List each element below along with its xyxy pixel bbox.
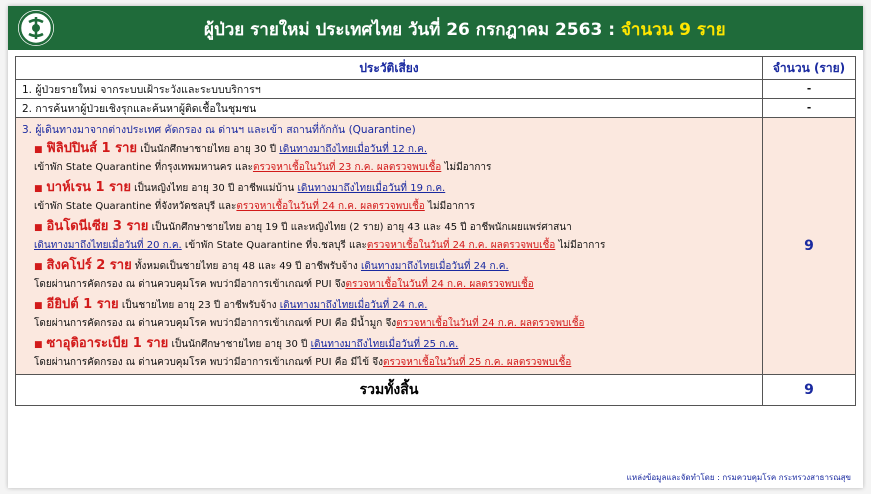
total-value: 9 [763,375,856,406]
case-detail: เป็นนักศึกษาชายไทย อายุ 19 ปี และหญิงไทย (2 ราย) อายุ 43 และ 45 ปี อาชีพนักเผยแพร่ศาสนา [151,222,572,233]
bullet-icon: ■ [34,340,43,350]
title-count: จำนวน 9 ราย [620,20,726,40]
table-row [16,80,856,99]
test-result: ตรวจหาเชื้อในวันที่ 25 ก.ค. ผลตรวจพบเชื้อ [382,357,572,368]
test-result: ตรวจหาเชื้อในวันที่ 24 ก.ค. ผลตรวจพบเชื้อ [345,279,534,290]
table-row [16,99,856,118]
bullet-icon: ■ [34,145,43,155]
quarantine-detail: เข้าพัก State Quarantine ที่จังหวัดชลบุรี และ [34,201,237,212]
case-entry-indonesia [34,218,756,254]
arrival-date: เดินทางมาถึงไทยเมื่อวันที่ 20 ก.ค. [34,240,182,251]
row-value: - [763,99,856,118]
symptom-note: ไม่มีอาการ [424,201,475,212]
arrival-date: เดินทางมาถึงไทยเมื่อวันที่ 12 ก.ค. [279,144,428,155]
arrival-date: เดินทางมาถึงไทยเมื่อวันที่ 24 ก.ค. [360,261,509,272]
total-label: รวมทั้งสิ้น [16,375,763,406]
row-label: 2. การค้นหาผู้ป่วยเชิงรุกและค้นหาผู้ติดเชื้อในชุมชน [16,99,763,118]
case-detail: เป็นหญิงไทย อายุ 30 ปี อาชีพแม่บ้าน [134,183,298,194]
case-entry-bahrain [34,179,756,215]
quarantine-cell [16,118,763,375]
arrival-date: เดินทางมาถึงไทยเมื่อวันที่ 19 ก.ค. [297,183,446,194]
ministry-logo-icon [18,10,54,46]
test-result: ตรวจหาเชื้อในวันที่ 24 ก.ค. ผลตรวจพบเชื้อ [366,240,556,251]
case-detail: เป็นนักศึกษาชายไทย อายุ 30 ปี [171,339,311,350]
country-label: สิงคโปร์ 2 ราย [46,258,132,273]
test-result: ตรวจหาเชื้อในวันที่ 24 ก.ค. ผลตรวจพบเชื้อ [396,318,585,329]
arrival-date: เดินทางมาถึงไทยเมื่อวันที่ 24 ก.ค. [279,300,428,311]
case-entry-singapore [34,257,756,293]
col-header-count: จำนวน (ราย) [763,57,856,80]
case-detail: เป็นนักศึกษาชายไทย อายุ 30 ปี [140,144,280,155]
case-entry-philippines [34,140,756,176]
quarantine-row [16,118,856,375]
report-frame [8,6,863,488]
total-row [16,375,856,406]
col-header-risk: ประวัติเสี่ยง [16,57,763,80]
country-label: อินโดนีเซีย 3 ราย [46,219,149,234]
quarantine-detail: เข้าพัก State Quarantine ที่กรุงเทพมหานคร และ [34,162,253,173]
case-detail: ทั้งหมดเป็นชายไทย อายุ 48 และ 49 ปี อาชีพรับจ้าง [134,261,361,272]
symptom-note: ไม่มีอาการ [555,240,606,251]
country-label: ฟิลิปปินส์ 1 ราย [46,141,138,156]
bullet-icon: ■ [34,301,43,311]
quarantine-title: 3. ผู้เดินทางมาจากต่างประเทศ คัดกรอง ณ ด่านฯ และเข้า สถานที่กักกัน (Quarantine) [22,124,416,136]
row-value: - [763,80,856,99]
screening-detail: โดยผ่านการคัดกรอง ณ ด่านควบคุมโรค พบว่ามีอาการเข้าเกณฑ์ PUI คือ มีไข้ จึง [34,357,383,368]
cases-table [15,56,856,406]
bullet-icon: ■ [34,223,43,233]
source-note: แหล่งข้อมูลและจัดทำโดย : กรมควบคุมโรค กระทรวงสาธารณสุข [626,473,851,482]
country-label: อียิปต์ 1 ราย [46,297,119,312]
symptom-note: ไม่มีอาการ [441,162,492,173]
screening-detail: โดยผ่านการคัดกรอง ณ ด่านควบคุมโรค พบว่ามีอาการเข้าเกณฑ์ PUI คือ มีน้ำมูก จึง [34,318,397,329]
title-text: ผู้ป่วย รายใหม่ ประเทศไทย วันที่ 26 กรกฎาคม 2563 : [204,20,616,40]
row-label: 1. ผู้ป่วยรายใหม่ จากระบบเฝ้าระวังและระบบบริการฯ [16,80,763,99]
screening-detail: โดยผ่านการคัดกรอง ณ ด่านควบคุมโรค พบว่ามีอาการเข้าเกณฑ์ PUI จึง [34,279,346,290]
header-bar [8,6,863,50]
case-entry-egypt [34,296,756,332]
bullet-icon: ■ [34,184,43,194]
country-label: ซาอุดิอาระเบีย 1 ราย [46,336,169,351]
quarantine-count: 9 [763,118,856,375]
arrival-date: เดินทางมาถึงไทยเมื่อวันที่ 25 ก.ค. [310,339,459,350]
test-result: ตรวจหาเชื้อในวันที่ 24 ก.ค. ผลตรวจพบเชื้อ [236,201,425,212]
page-title [204,16,726,43]
test-result: ตรวจหาเชื้อในวันที่ 23 ก.ค. ผลตรวจพบเชื้อ [252,162,442,173]
country-label: บาห์เรน 1 ราย [46,180,131,195]
quarantine-detail: เข้าพัก State Quarantine ที่จ.ชลบุรี และ [181,240,367,251]
bullet-icon: ■ [34,262,43,272]
case-detail: เป็นชายไทย อายุ 23 ปี อาชีพรับจ้าง [121,300,280,311]
case-entry-saudi-arabia [34,335,756,371]
